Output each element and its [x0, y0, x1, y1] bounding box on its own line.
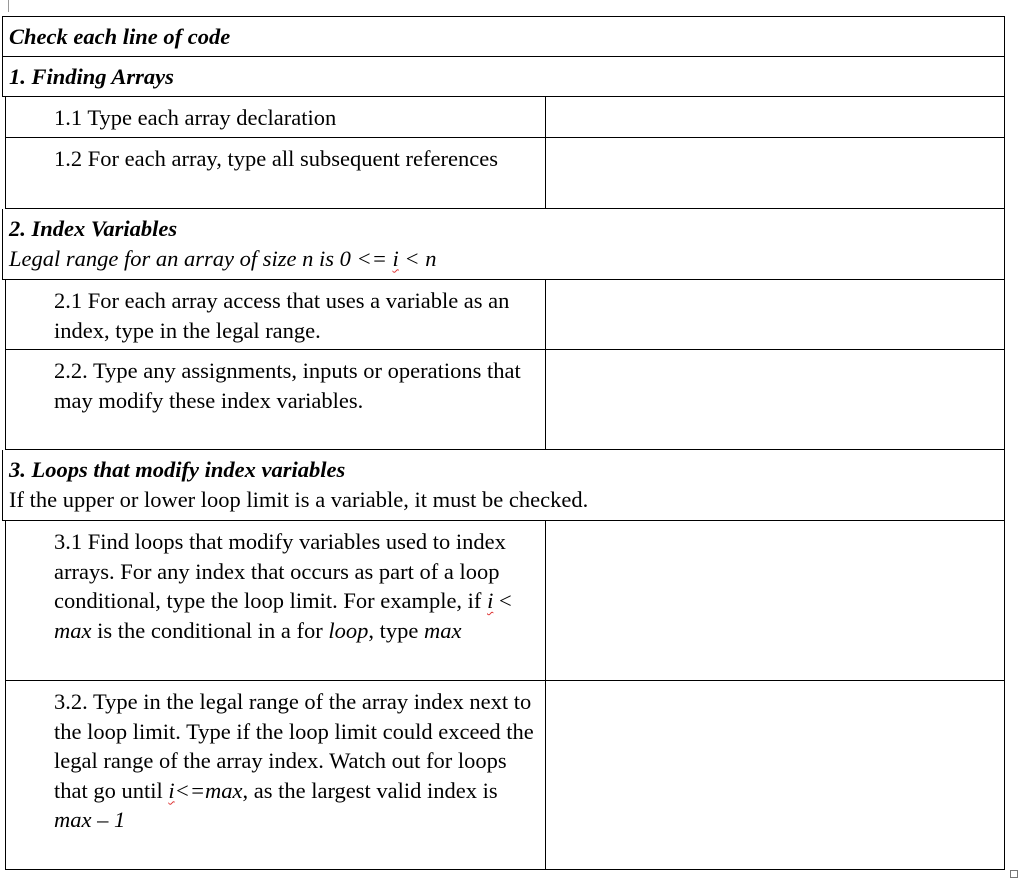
table-row — [5, 97, 1005, 138]
item-1-2-text: 1.2 For each array, type all subsequent references — [6, 138, 546, 208]
item-1-2-answer-cell[interactable] — [546, 138, 1004, 208]
section-2-subtitle: Legal range for an array of size n is 0 <= i < n — [9, 245, 437, 271]
table-row — [5, 138, 1005, 209]
item-3-1-text: 3.1 Find loops that modify variables used to index arrays. For any index that occurs as part of a loop conditional, type the loop limit. For example, if i < max is the conditional in a for loop, type max — [6, 521, 546, 680]
section-3-subtitle: If the upper or lower loop limit is a variable, it must be checked. — [9, 486, 589, 512]
item-3-2-answer-cell[interactable] — [546, 681, 1004, 869]
section-3-title: 3. Loops that modify index variables — [9, 457, 346, 482]
item-3-2-text: 3.2. Type in the legal range of the array index next to the loop limit. Type if the loop limit could exceed the legal range of the array index. Watch out for loops that go until i<=max, as the largest valid index is max – 1 — [6, 681, 546, 869]
item-2-2-text: 2.2. Type any assignments, inputs or operations that may modify these index variables. — [6, 350, 546, 449]
table-title: Check each line of code — [9, 24, 231, 49]
table-row — [5, 681, 1005, 870]
page-corner-mark — [8, 0, 9, 12]
section-1-heading — [2, 57, 1005, 97]
table-header-row — [2, 16, 1005, 57]
item-3-1-answer-cell[interactable] — [546, 521, 1004, 680]
table-row — [5, 521, 1005, 681]
item-1-1-answer-cell[interactable] — [546, 97, 1004, 137]
resize-handle[interactable] — [1010, 870, 1018, 878]
checklist-table — [2, 16, 1005, 870]
item-2-1-answer-cell[interactable] — [546, 280, 1004, 349]
table-row — [5, 280, 1005, 350]
section-1-title: 1. Finding Arrays — [9, 64, 174, 89]
table-row — [5, 350, 1005, 450]
item-2-1-text: 2.1 For each array access that uses a variable as an index, type in the legal range. — [6, 280, 546, 349]
item-2-2-answer-cell[interactable] — [546, 350, 1004, 449]
section-2-heading — [2, 209, 1005, 280]
section-3-heading — [2, 450, 1005, 521]
section-2-title: 2. Index Variables — [9, 216, 178, 241]
item-1-1-text: 1.1 Type each array declaration — [6, 97, 546, 137]
